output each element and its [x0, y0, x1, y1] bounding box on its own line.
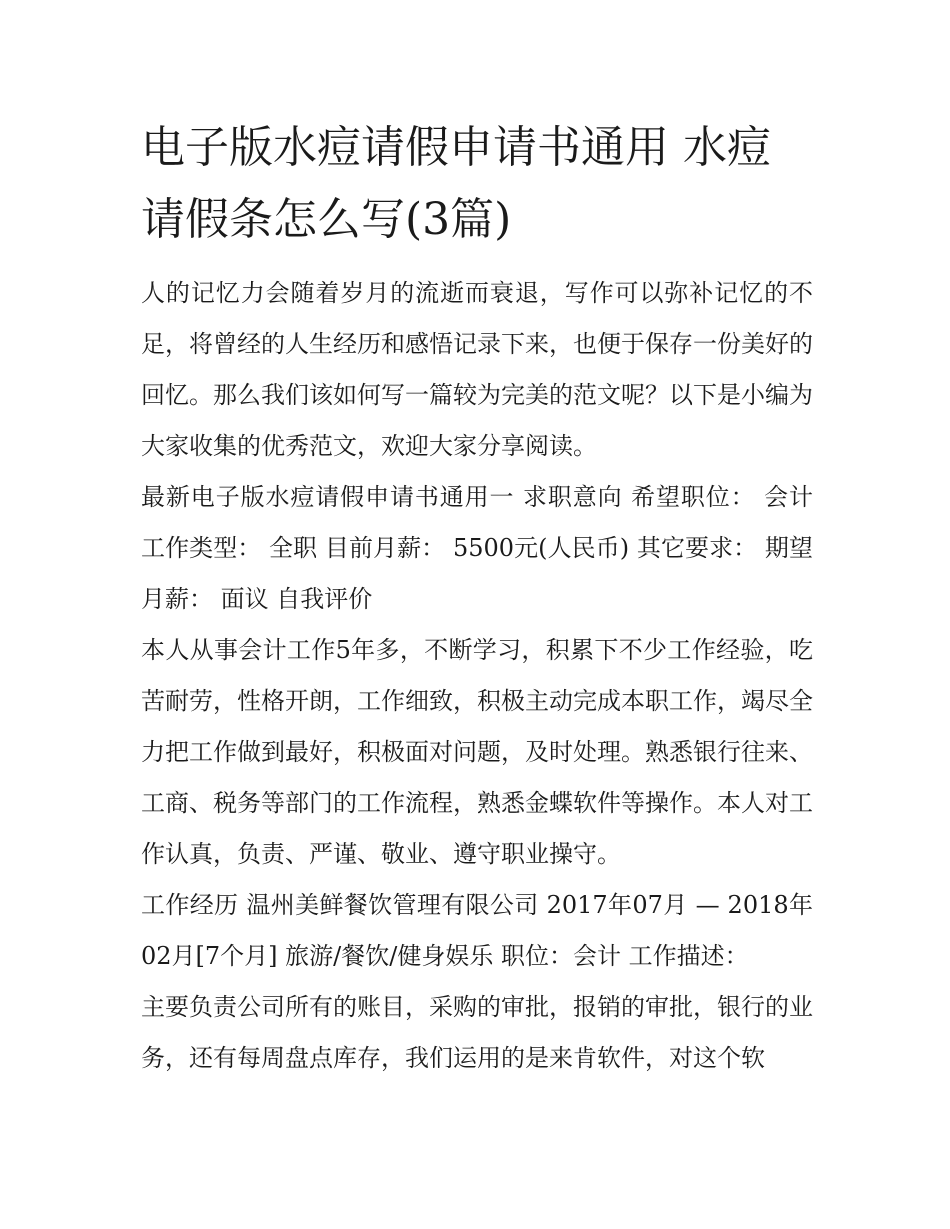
- document-title: 电子版水痘请假申请书通用 水痘请假条怎么写(3篇): [141, 122, 771, 245]
- job-intention-paragraph: 最新电子版水痘请假申请书通用一 求职意向 希望职位： 会计 工作类型： 全职 目前月薪： 5500元(人民币) 其它要求： 期望月薪： 面议 自我评价: [141, 483, 813, 613]
- job-description-paragraph: 主要负责公司所有的账目，采购的审批，报销的审批，银行的业务，还有每周盘点库存，我们运用的是来肯软件，对这个软: [141, 993, 813, 1072]
- intro-paragraph: 人的记忆力会随着岁月的流逝而衰退，写作可以弥补记忆的不足，将曾经的人生经历和感悟记录下来，也便于保存一份美好的回忆。那么我们该如何写一篇较为完美的范文呢？以下是小编为大家收集的优秀范文，欢迎大家分享阅读。: [141, 279, 813, 460]
- self-evaluation-paragraph: 本人从事会计工作5年多，不断学习，积累下不少工作经验，吃苦耐劳，性格开朗，工作细致，积极主动完成本职工作，竭尽全力把工作做到最好，积极面对问题，及时处理。熟悉银行往来、工商、税务等部门的工作流程，熟悉金蝶软件等操作。本人对工作认真，负责、严谨、敬业、遵守职业操守。: [141, 636, 813, 868]
- document-page: [141, 112, 813, 1084]
- work-experience-paragraph: 工作经历 温州美鲜餐饮管理有限公司 2017年07月 — 2018年02月[7个月] 旅游/餐饮/健身娱乐 职位：会计 工作描述：: [141, 891, 813, 970]
